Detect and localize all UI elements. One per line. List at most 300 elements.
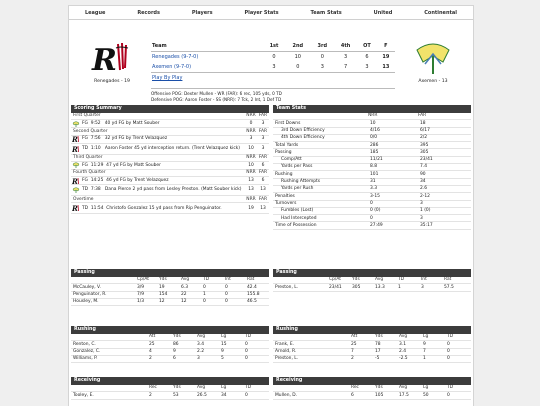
passing-stat-cell: 1 [203,291,206,297]
col-nrr: NRR [246,113,256,119]
team-stat-nrr: 101 [370,171,379,177]
nav-link-team-stats[interactable]: Team Stats [310,9,342,16]
rushing-stat-cell: 3.1 [399,341,406,347]
rushing-stat-cell: 2 [149,356,152,362]
team-stat-far: 18 [420,120,426,126]
rushing-stat-cell: 0 [447,348,450,354]
team-stat-row [273,142,471,149]
team-stat-row [273,215,471,222]
team-stat-far: 1 (0) [420,208,431,214]
rushing-header-row [273,334,471,341]
team-stat-label: Turnovers [275,200,297,206]
passing-col-header: Avg [181,277,190,283]
scoring-play [71,144,269,155]
rushing-stat-cell: 15 [221,341,227,347]
team-stat-nrr: 4/16 [370,127,380,133]
svg-text:R: R [71,136,78,143]
linescore-f: 13 [382,64,390,70]
players-of-game [151,88,395,103]
player-name[interactable]: Mullen, D. [275,392,298,398]
team-stat-row [273,186,471,193]
passing-stat-cell: 3 [421,284,424,290]
rushing-stat-cell: 25 [149,341,155,347]
scoring-play [71,177,269,185]
scoring-play-text: FG 11:29 47 yd FG by Matt Souber [82,162,161,168]
score-far: 3 [261,121,265,127]
team-stat-label: Penalties [275,193,295,199]
receiving-panel-home [71,377,269,400]
home-team-caption: Renegades - 19 [94,79,130,84]
rushing-col-header: Avg [399,334,408,340]
linescore-q2: 10 [285,52,311,63]
col-nrr: NRR [246,170,256,176]
team-stat-label: 4th Down Efficiency [281,135,325,141]
receiving-section [71,377,471,400]
team-stat-row [273,128,471,135]
rushing-stat-cell: 9 [221,348,224,354]
passing-stat-cell: 13.3 [375,284,385,290]
team-stats-panel [273,105,471,230]
linescore-ot: 3 [365,64,369,70]
scoring-play-text: FG 7:56 32 yd FG by Trent Velazquez [82,136,168,142]
passing-stat-cell: 12 [181,299,187,305]
rushing-stat-cell: 7 [351,348,354,354]
passing-stat-cell: 1/3 [137,299,145,305]
player-name[interactable]: Preston, L. [275,284,299,290]
receiving-col-header: TD [447,385,454,391]
team-stat-label: Yards per Rush [281,186,314,192]
team-stat-label: Rushing Attempts [281,179,321,185]
passing-player-row [71,299,269,306]
score-nrr: 0 [249,121,253,127]
rushing-col-header: Yds [173,334,181,340]
passing-player-row [71,284,269,291]
receiving-stat-cell: 53 [173,392,179,398]
passing-col-header: Int [225,277,231,283]
team-stat-label: Time of Possession [275,222,317,228]
player-name[interactable]: Williams, P. [73,356,98,362]
passing-col-header: Yds [159,277,167,283]
team-stat-nrr: 185 [370,149,379,155]
rushing-col-header: Lg [221,334,227,340]
team-stat-label: Had Intercepted [281,215,317,221]
team-stat-far: 35:17 [420,222,433,228]
score-far: 13 [260,205,266,211]
receiving-stat-cell: 105 [375,392,384,398]
receiving-stat-cell: 50 [423,392,429,398]
team-stat-nrr: 0 [370,200,373,206]
passing-col-header: Avg [375,277,384,283]
rushing-col-header: Att [149,334,156,340]
passing-stat-cell: 0 [203,284,206,290]
receiving-player-row [71,392,269,399]
rushing-section [71,326,471,363]
player-name[interactable]: Penguinator, R. [73,291,107,297]
scoring-play-text: FG 14:25 46 yd FG by Trent Velazquez [82,177,169,183]
team-stat-far: 90 [420,171,426,177]
team-stat-nrr: 11/21 [370,157,383,163]
linescore-header-final: F [384,42,388,49]
rushing-stat-cell: 1 [423,356,426,362]
passing-stat-cell: 155.8 [247,291,260,297]
team-stat-label: First Downs [275,120,301,126]
scoring-play-text: TD 11:54 Christofo Gonzalez 15 yd pass from Rip Penguinator. [82,205,222,211]
linescore-f: 19 [377,52,395,63]
axemen-logo-icon [413,40,453,76]
renegades-mini-icon [71,136,80,142]
away-team-caption: Axemen - 13 [418,79,448,84]
player-name[interactable]: Renton, C. [73,341,96,347]
team-stats-col: FAR [418,113,427,119]
rushing-title-away: Rushing [273,326,471,334]
player-name[interactable]: McCauley, V. [73,284,101,290]
svg-text:R: R [71,205,78,212]
rushing-player-row [71,341,269,348]
col-nrr: NRR [246,196,256,202]
rushing-col-header: Yds [375,334,383,340]
team-stats-header [273,113,471,120]
receiving-col-header: Avg [197,385,206,391]
team-stat-label: Fumbles (Lost) [281,208,314,214]
team-stat-far: 2-12 [420,193,430,199]
passing-stat-cell: 12 [159,299,165,305]
linescore-header-q3: 3rd [317,42,328,49]
play-by-play-link[interactable]: Play By Play [152,75,183,81]
team-stat-label: Yards per Pass [281,164,313,170]
rushing-stat-cell: 2.4 [399,348,406,354]
nav-link-player-stats[interactable]: Player Stats [244,9,279,16]
scoring-play [71,136,269,144]
team-stat-row [273,222,471,229]
linescore-header-q2: 2nd [292,42,304,49]
passing-stat-cell: 1 [398,284,401,290]
team-stat-label: 3rd Down Efficiency [281,127,325,133]
team-stat-row [273,208,471,215]
svg-text:R: R [71,177,78,184]
rushing-player-row [71,356,269,363]
passing-stat-cell: 0 [203,299,206,305]
top-nav [69,6,473,20]
rushing-stat-cell: 17 [375,348,381,354]
receiving-col-header: Yds [173,385,181,391]
team-stat-row [273,149,471,156]
receiving-col-header: Avg [399,385,408,391]
passing-stat-cell: 0 [225,299,228,305]
passing-player-row [273,284,471,291]
passing-stat-cell: 19 [159,284,165,290]
linescore-header-q1: 1st [269,42,279,49]
score-far: 3 [261,145,265,151]
team-stat-far: 6/17 [420,127,430,133]
rushing-stat-cell: 9 [173,348,176,354]
team-stat-nrr: 10 [370,120,376,126]
receiving-stat-cell: 26.5 [197,392,207,398]
score-nrr: 10 [248,145,254,151]
rushing-player-row [273,356,471,363]
score-nrr: 13 [248,187,254,193]
team-stat-nrr: 3-15 [370,193,380,199]
rushing-stat-cell: 9 [423,341,426,347]
linescore-q1: 3 [272,64,276,70]
quarter-name: Second Quarter [73,128,108,134]
home-team-logo[interactable] [82,40,142,84]
passing-col-header: Cp/At [329,277,341,283]
passing-col-header: Yds [352,277,360,283]
scoring-play-text: TD 1:10 Aaron Foster 45 yd interception return. (Trent Velazquez kick) [82,145,240,151]
passing-stat-cell: 6.3 [181,284,188,290]
defensive-pog: Defensive POG: Aaron Foster - SS (NRR): 7 Tck, 2 Int, 1 Def TD [151,97,282,102]
passing-col-header: Cp/At [137,277,149,283]
receiving-stat-cell: 6 [351,392,354,398]
rushing-stat-cell: 78 [375,341,381,347]
renegades-mini-icon [71,146,80,152]
receiving-stat-cell: 34 [221,392,227,398]
team-stat-row [273,164,471,171]
linescore-q2: 0 [296,64,300,70]
team-stat-row [273,179,471,186]
linescore-team-name[interactable]: Renegades (9-7-0) [151,52,263,63]
team-stat-nrr: 0 [370,215,373,221]
score-far: 13 [260,187,266,193]
linescore-team-name[interactable]: Axemen (9-7-0) [152,64,192,70]
rushing-stat-cell: 4 [149,348,152,354]
score-nrr: 10 [248,162,254,168]
score-far: 6 [261,177,265,183]
scoring-summary-panel [71,105,269,230]
receiving-player-row [273,392,471,399]
team-stat-nrr: 0 (0) [370,208,381,214]
rushing-stat-cell: 0 [245,356,248,362]
receiving-col-header: Lg [423,385,429,391]
quarter-header [71,113,269,120]
player-name[interactable]: Gonzalez, C. [73,348,101,354]
linescore-row [151,52,395,63]
rushing-stat-cell: 0 [245,348,248,354]
passing-panel-home [71,269,269,306]
passing-stat-cell: 154 [159,291,168,297]
linescore-ot: 6 [357,52,377,63]
quarter-name: Fourth Quarter [73,170,106,176]
receiving-stat-cell: 0 [447,392,450,398]
player-name[interactable]: Tooley, E. [73,392,94,398]
scoreboard [69,20,473,100]
svg-text:R: R [92,43,117,76]
passing-stat-cell: 22 [181,291,187,297]
rushing-stat-cell: 0 [245,341,248,347]
passing-panel-away [273,269,471,306]
linescore-q4: 7 [343,64,348,70]
passing-col-header: Int [421,277,427,283]
scoring-play [71,185,269,196]
rushing-panel-away [273,326,471,363]
nav-link-continental[interactable]: Continental [424,9,457,16]
passing-section [71,269,471,306]
axemen-mini-icon [71,121,80,127]
linescore-table [151,40,395,83]
linescore-q4: 3 [334,52,357,63]
team-stat-far: 3 [420,215,423,221]
rushing-stat-cell: -2.5 [399,356,408,362]
player-name[interactable]: Preston, L. [275,356,299,362]
team-stat-nrr: 27:49 [370,222,383,228]
passing-title-away: Passing [273,269,471,277]
team-stat-nrr: 31 [370,179,376,185]
passing-title-home: Passing [71,269,269,277]
passing-stat-cell: 57.5 [444,284,454,290]
quarter-name: First Quarter [73,113,101,119]
team-stat-label: Rushing [275,171,293,177]
passing-player-row [71,292,269,299]
rushing-stat-cell: 2.2 [197,348,204,354]
team-stat-label: Passing [275,149,292,155]
receiving-stat-cell: 0 [245,392,248,398]
rushing-player-row [71,349,269,356]
team-stat-row [273,120,471,127]
linescore-header-ot: OT [363,42,371,49]
rushing-stat-cell: -5 [375,356,380,362]
col-nrr: NRR [246,154,256,160]
player-name[interactable]: Frank, E. [275,341,294,347]
passing-stat-cell: 0 [225,291,228,297]
col-far: FAR [258,154,268,160]
rushing-stat-cell: 86 [173,341,179,347]
team-stat-far: 2.6 [420,186,427,192]
quarter-header [71,196,269,203]
receiving-col-header: Lg [221,385,227,391]
team-stat-row [273,193,471,200]
team-stat-nrr: 0/0 [370,135,378,141]
team-stat-far: 23/41 [420,157,433,163]
nav-link-league[interactable]: League [84,9,106,16]
col-far: FAR [258,170,268,176]
scoring-summary-title: Scoring Summary [71,105,269,113]
rushing-header-row [71,334,269,341]
passing-stat-cell: 0 [225,284,228,290]
receiving-header-row [71,385,269,392]
quarter-header [71,155,269,162]
axemen-mini-icon [71,187,80,193]
receiving-stat-cell: 17.5 [399,392,409,398]
receiving-col-header: Rec [351,385,359,391]
linescore-header-team: Team [152,42,167,49]
team-stat-nrr: 8.8 [370,164,377,170]
score-far: 6 [261,162,265,168]
receiving-stat-cell: 2 [149,392,152,398]
rushing-panel-home [71,326,269,363]
player-name[interactable]: Arnold, R. [275,348,297,354]
col-far: FAR [258,128,268,134]
rushing-col-header: Lg [423,334,429,340]
passing-stat-cell: 3/9 [137,284,145,290]
renegades-mini-icon [71,178,80,184]
nav-link-records[interactable]: Records [137,9,160,16]
receiving-title-home: Receiving [71,377,269,385]
score-nrr: 13 [248,177,254,183]
team-stat-far: 305 [420,149,429,155]
passing-col-header: TD [203,277,210,283]
linescore-q1: 0 [263,52,285,63]
passing-stat-cell: 46.5 [247,299,257,305]
rushing-stat-cell: 25 [351,341,357,347]
team-stat-row [273,135,471,142]
team-stat-label: Comp/Att [281,157,302,163]
passing-stat-cell: 7/9 [137,291,145,297]
rushing-title-home: Rushing [71,326,269,334]
away-team-logo[interactable] [403,40,463,84]
receiving-col-header: Yds [375,385,383,391]
rushing-col-header: TD [447,334,454,340]
col-far: FAR [258,196,268,202]
passing-stat-cell: 305 [352,284,361,290]
team-stat-far: 7.4 [420,164,427,170]
nav-link-united[interactable]: United [373,9,393,16]
scoring-play-text: FG 9:52 40 yd FG by Matt Souber [82,121,160,127]
linescore-header-q4: 4th [340,42,351,49]
col-far: FAR [258,113,268,119]
passing-col-header: Rat [247,277,255,283]
team-stats-title: Team Stats [273,105,471,113]
summary-section [71,105,471,230]
passing-header-row [71,277,269,284]
rushing-col-header: Att [351,334,358,340]
receiving-panel-away [273,377,471,400]
renegades-logo-icon [90,40,134,76]
rushing-player-row [273,341,471,348]
col-nrr: NRR [246,128,256,134]
team-stat-far: 3 [420,200,423,206]
quarter-header [71,128,269,135]
rushing-stat-cell: 7 [423,348,426,354]
passing-header-row [273,277,471,284]
rushing-stat-cell: 3.4 [197,341,204,347]
scoring-play [71,120,269,128]
team-stat-nrr: 3.3 [370,186,377,192]
receiving-col-header: Rec [149,385,157,391]
receiving-title-away: Receiving [273,377,471,385]
passing-stat-cell: 23/41 [329,284,342,290]
rushing-stat-cell: 6 [173,356,176,362]
rushing-stat-cell: 5 [221,356,224,362]
rushing-col-header: Avg [197,334,206,340]
nav-link-players[interactable]: Players [191,9,213,16]
player-name[interactable]: Housley, M. [73,299,99,305]
rushing-stat-cell: 0 [447,356,450,362]
score-far: 3 [261,136,265,142]
receiving-header-row [273,385,471,392]
passing-col-header: TD [398,277,405,283]
passing-col-header: Rat [444,277,452,283]
offensive-pog: Offensive POG: Dexter Mullen - WR (FAR): 6 rec, 105 yds, 0 TD [151,91,282,96]
renegades-mini-icon [71,205,80,211]
team-stat-far: 2/2 [420,135,428,141]
linescore-row [151,62,395,73]
rushing-player-row [273,349,471,356]
team-stats-col: NRR [368,113,378,119]
team-stat-label: Total Yards [275,142,299,148]
quarter-name: Overtime [73,196,94,202]
quarter-header [71,170,269,177]
score-nrr: 3 [249,136,253,142]
scoring-play [71,203,269,214]
scoring-play-text: TD 7:38 Dana Pierce 2 yd pass from Lesley Preston. (Matt Souber kick) [82,187,242,193]
linescore-q3: 0 [311,52,334,63]
rushing-stat-cell: 2 [351,356,354,362]
team-stat-far: 34 [420,179,426,185]
rushing-stat-cell: 3 [197,356,200,362]
quarter-name: Third Quarter [73,154,103,160]
team-stat-row [273,157,471,164]
team-stat-row [273,201,471,208]
